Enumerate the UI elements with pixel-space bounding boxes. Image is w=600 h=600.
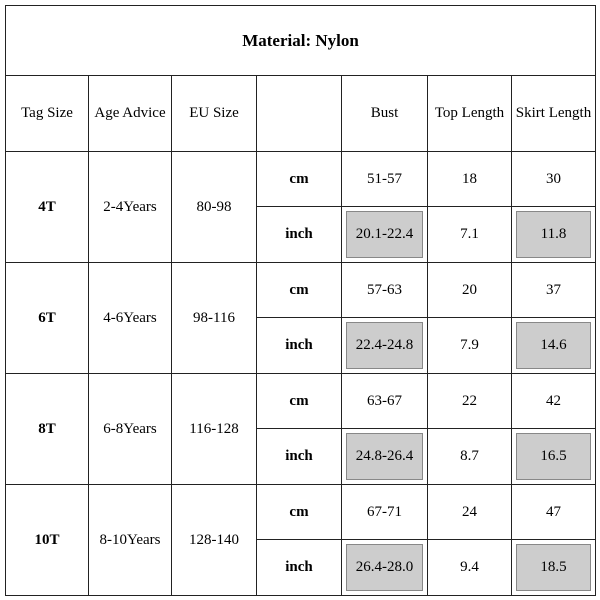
bust-cell-shaded (342, 207, 428, 263)
shaded-value: 24.8-26.4 (346, 433, 423, 480)
bust-cell: 51-57 (342, 152, 428, 207)
bust-cell: 57-63 (342, 263, 428, 318)
bust-cell: 67-71 (342, 485, 428, 540)
header-age-advice: Age Advice (89, 76, 172, 152)
header-row (6, 76, 596, 152)
header-tag-size: Tag Size (6, 76, 89, 152)
age-advice-cell: 4-6Years (89, 263, 172, 374)
age-advice-cell: 6-8Years (89, 374, 172, 485)
top-length-cell: 18 (428, 152, 512, 207)
top-length-cell: 8.7 (428, 429, 512, 485)
bust-cell: 63-67 (342, 374, 428, 429)
skirt-length-cell-shaded (512, 429, 596, 485)
table-row (6, 152, 596, 207)
eu-size-cell: 116-128 (172, 374, 257, 485)
unit-cell: inch (257, 540, 342, 596)
table-row (6, 263, 596, 318)
skirt-length-cell: 47 (512, 485, 596, 540)
title-row (6, 6, 596, 76)
age-advice-cell: 8-10Years (89, 485, 172, 596)
skirt-length-cell: 37 (512, 263, 596, 318)
shaded-value: 16.5 (516, 433, 591, 480)
shaded-value: 14.6 (516, 322, 591, 369)
top-length-cell: 20 (428, 263, 512, 318)
header-bust: Bust (342, 76, 428, 152)
table-row (6, 374, 596, 429)
shaded-value: 26.4-28.0 (346, 544, 423, 591)
top-length-cell: 9.4 (428, 540, 512, 596)
header-eu-size: EU Size (172, 76, 257, 152)
unit-cell: inch (257, 207, 342, 263)
skirt-length-cell-shaded (512, 540, 596, 596)
top-length-cell: 7.9 (428, 318, 512, 374)
shaded-value: 18.5 (516, 544, 591, 591)
tag-size-cell: 10T (6, 485, 89, 596)
eu-size-cell: 80-98 (172, 152, 257, 263)
skirt-length-cell: 42 (512, 374, 596, 429)
top-length-cell: 7.1 (428, 207, 512, 263)
unit-cell: cm (257, 152, 342, 207)
bust-cell-shaded (342, 318, 428, 374)
bust-cell-shaded (342, 540, 428, 596)
table-title: Material: Nylon (6, 6, 596, 76)
unit-cell: cm (257, 374, 342, 429)
shaded-value: 11.8 (516, 211, 591, 258)
eu-size-cell: 128-140 (172, 485, 257, 596)
top-length-cell: 22 (428, 374, 512, 429)
unit-cell: inch (257, 318, 342, 374)
tag-size-cell: 8T (6, 374, 89, 485)
header-skirt-length: Skirt Length (512, 76, 596, 152)
unit-cell: inch (257, 429, 342, 485)
age-advice-cell: 2-4Years (89, 152, 172, 263)
tag-size-cell: 4T (6, 152, 89, 263)
unit-cell: cm (257, 263, 342, 318)
bust-cell-shaded (342, 429, 428, 485)
eu-size-cell: 98-116 (172, 263, 257, 374)
header-unit (257, 76, 342, 152)
header-top-length: Top Length (428, 76, 512, 152)
size-chart-table (5, 5, 596, 596)
table-row (6, 485, 596, 540)
shaded-value: 22.4-24.8 (346, 322, 423, 369)
skirt-length-cell-shaded (512, 318, 596, 374)
tag-size-cell: 6T (6, 263, 89, 374)
skirt-length-cell: 30 (512, 152, 596, 207)
shaded-value: 20.1-22.4 (346, 211, 423, 258)
unit-cell: cm (257, 485, 342, 540)
top-length-cell: 24 (428, 485, 512, 540)
skirt-length-cell-shaded (512, 207, 596, 263)
